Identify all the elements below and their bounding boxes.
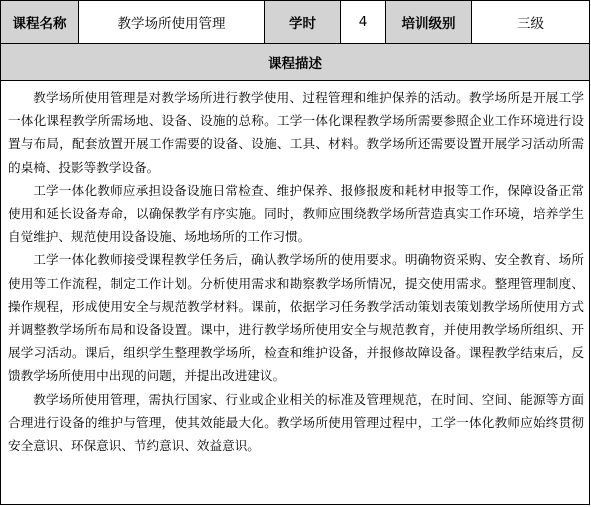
course-header-row	[1, 1, 589, 44]
section-title-course-description: 课程描述	[1, 44, 589, 81]
hours-label: 学时	[265, 1, 341, 43]
hours-value: 4	[341, 1, 386, 43]
description-paragraph: 工学一体化教师接受课程教学任务后，确认教学场所的使用要求。明确物资采购、安全教育、场所使用等工作流程，制定工作计划。分析使用需求和勘察教学场所情况，提交使用需求。整理管理制度、操作规程，形成使用安全与规范教学材料。课前，依据学习任务教学活动策划表策划教学场所使用方式并调整教学场所布局和设备设置。课中，进行教学场所使用安全与规范教育，并使用教学场所组织、开展学习活动。课后，组织学生整理教学场所，检查和维护设备，并报修故障设备。课程教学结束后，反馈教学场所使用中出现的问题，并提出改进建议。	[8, 252, 584, 384]
description-paragraph: 教学场所使用管理是对教学场所进行教学使用、过程管理和维护保养的活动。教学场所是开展工学一体化课程教学所需场地、设备、设施的总称。工学一体化课程教学场所需要参照企业工作环境进行设置与布局，配套放置开展工作需要的设备、设施、工具、材料。教学场所还需要设置开展学习活动所需的桌椅、投影等教学设备。	[8, 90, 584, 175]
course-name-label: 课程名称	[1, 1, 79, 43]
course-name-value: 教学场所使用管理	[79, 1, 265, 43]
description-paragraph: 教学场所使用管理，需执行国家、行业或企业相关的标准及管理规范，在时间、空间、能源等方面合理进行设备的维护与管理，使其效能最大化。教学场所使用管理过程中，工学一体化教师应始终贯彻安全意识、环保意识、节约意识、效益意识。	[8, 391, 584, 454]
training-level-label: 培训级别	[386, 1, 472, 43]
course-description-body	[1, 81, 589, 457]
description-paragraph: 工学一体化教师应承担设备设施日常检查、维护保养、报修报废和耗材申报等工作，保障设备正常使用和延长设备寿命，以确保教学有序实施。同时，教师应围绕教学场所营造真实工作环境，培养学生自觉维护、规范使用设备设施、场地场所的工作习惯。	[8, 182, 584, 245]
training-level-value: 三级	[517, 16, 544, 32]
